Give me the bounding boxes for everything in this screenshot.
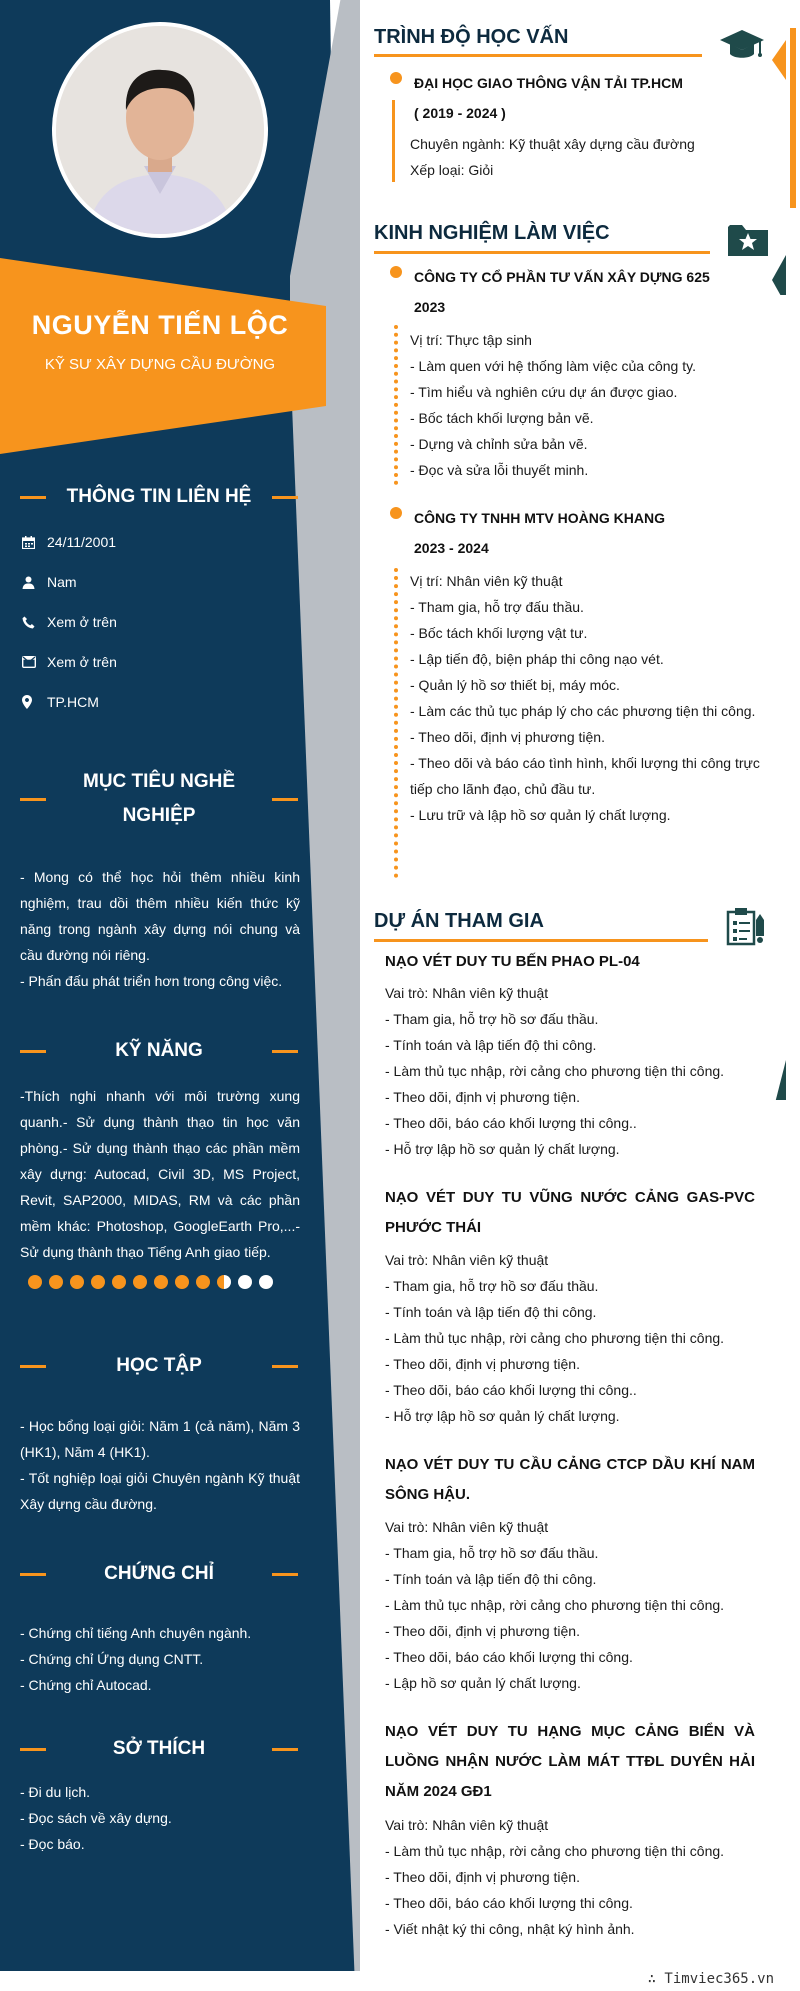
job-company: CÔNG TY TNHH MTV HOÀNG KHANG <box>390 503 665 533</box>
project-title: NẠO VÉT DUY TU CẦU CẢNG CTCP DẦU KHÍ NAM SÔNG HẬU. <box>385 1456 755 1503</box>
skill-dot <box>217 1275 231 1289</box>
edge-marker <box>772 1060 786 1100</box>
experience-heading: KINH NGHIỆM LÀM VIỆC <box>374 222 610 244</box>
calendar-icon <box>22 536 47 549</box>
contact-email: Xem ở trên <box>22 642 302 682</box>
education-heading: TRÌNH ĐỘ HỌC VẤN <box>374 26 569 48</box>
brand-logo-icon: ∴ <box>647 1971 665 1987</box>
certificates-text: - Chứng chỉ tiếng Anh chuyên ngành. - Chứng chỉ Ứng dụng CNTT. - Chứng chỉ Autocad. <box>20 1625 252 1693</box>
projects-underline <box>374 939 708 942</box>
hobbies-text: - Đi du lịch. - Đọc sách về xây dựng. - Đọc báo. <box>20 1784 172 1852</box>
edge-marker <box>772 255 786 295</box>
skill-dot <box>196 1275 210 1289</box>
user-icon <box>22 576 47 589</box>
project-title: NẠO VÉT DUY TU BẾN PHAO PL-04 <box>385 953 640 970</box>
skill-dot <box>175 1275 189 1289</box>
job-details: Vị trí: Nhân viên kỹ thuật - Tham gia, hỗ trợ đấu thầu. - Bốc tách khối lượng vật tư. - Lập tiến độ, biện pháp thi công nạo vét. - Quản lý hồ sơ thiết bị, máy móc. - Làm các thủ tục pháp lý cho các phương tiện thi công. - Theo dõi, định vị phương tiện. - Theo dõi và báo cáo tình hình, khối lượng thi công trực tiếp cho lãnh đạo, chủ đầu tư. - Lưu trữ và lập hồ sơ quản lý chất lượng. <box>410 573 760 823</box>
skills-heading: KỸ NĂNG <box>20 1034 298 1068</box>
skill-dot <box>154 1275 168 1289</box>
avatar <box>52 22 268 238</box>
job-period: 2023 <box>414 299 446 315</box>
education-underline <box>374 54 702 57</box>
job-period: 2023 - 2024 <box>414 540 489 556</box>
folder-star-icon <box>728 222 768 256</box>
project-clipboard-icon <box>726 906 766 946</box>
projects-heading: DỰ ÁN THAM GIA <box>374 910 544 932</box>
study-text: - Học bổng loại giỏi: Năm 1 (cả năm), Năm 3 (HK1), Năm 4 (HK1). - Tốt nghiệp loại giỏi Chuyên ngành Kỹ thuật Xây dựng cầu đường. <box>20 1418 300 1512</box>
phone-icon <box>22 616 47 629</box>
skills-text: -Thích nghi nhanh với môi trường xung quanh.- Sử dụng thành thạo tin học văn phòng.- Sử dụng thành thạo các phần mềm xây dựng: Autocad, Civil 3D, MS Project, Revit, SAP2000, MIDAS, RM và các phần mềm khác: Photoshop, GoogleEarth Pro,...- Sử dụng thành thạo Tiếng Anh giao tiếp. <box>20 1088 300 1260</box>
project-details: Vai trò: Nhân viên kỹ thuật - Tham gia, hỗ trợ hồ sơ đấu thầu. - Tính toán và lập tiến độ thi công. - Làm thủ tục nhập, rời cảng cho phương tiện thi công. - Theo dõi, định vị phương tiện. - Theo dõi, báo cáo khối lượng thi công. - Lập hồ sơ quản lý chất lượng. <box>385 1519 725 1691</box>
contact-birthdate: 24/11/2001 <box>22 522 302 562</box>
education-school: ĐẠI HỌC GIAO THÔNG VẬN TẢI TP.HCM <box>390 68 683 98</box>
project-details: Vai trò: Nhân viên kỹ thuật - Tham gia, hỗ trợ hồ sơ đấu thầu. - Tính toán và lập tiến độ thi công. - Làm thủ tục nhập, rời cảng cho phương tiện thi công. - Theo dõi, định vị phương tiện. - Theo dõi, báo cáo khối lượng thi công.. - Hỗ trợ lập hồ sơ quản lý chất lượng. <box>385 1252 725 1424</box>
graduation-cap-icon <box>720 30 764 60</box>
location-icon <box>22 695 47 709</box>
job-timeline <box>394 325 398 485</box>
project-title: NẠO VÉT DUY TU HẠNG MỤC CẢNG BIỂN VÀ LUỒNG NHẬN NƯỚC LÀM MÁT TTĐL DUYÊN HẢI NĂM 2024 GĐ1 <box>385 1723 755 1800</box>
skill-rating <box>28 1275 273 1289</box>
project-title: NẠO VÉT DUY TU VŨNG NƯỚC CẢNG GAS-PVC PHƯỚC THÁI <box>385 1189 755 1236</box>
footer-brand[interactable]: ∴ Timviec365.vn <box>647 1971 774 1987</box>
skill-dot <box>49 1275 63 1289</box>
project-details: Vai trò: Nhân viên kỹ thuật - Làm thủ tục nhập, rời cảng cho phương tiện thi công. - Theo dõi, định vị phương tiện. - Theo dõi, báo cáo khối lượng thi công. - Viết nhật ký thi công, nhật ký hình ảnh. <box>385 1817 725 1937</box>
skill-dot <box>28 1275 42 1289</box>
skill-dot <box>238 1275 252 1289</box>
email-icon <box>22 656 47 668</box>
contact-location: TP.HCM <box>22 682 302 722</box>
project-details: Vai trò: Nhân viên kỹ thuật - Tham gia, hỗ trợ hồ sơ đấu thầu. - Tính toán và lập tiến độ thi công. - Làm thủ tục nhập, rời cảng cho phương tiện thi công. - Theo dõi, định vị phương tiện. - Theo dõi, báo cáo khối lượng thi công.. - Hỗ trợ lập hồ sơ quản lý chất lượng. <box>385 985 725 1157</box>
skill-dot <box>112 1275 126 1289</box>
objective-text: - Mong có thể học hỏi thêm nhiều kinh nghiệm, trau dồi thêm nhiều kiến thức kỹ năng trong ngành xây dựng nói chung và cầu đường nói riêng. - Phấn đấu phát triển hơn trong công việc. <box>20 869 300 989</box>
job-timeline <box>394 568 398 878</box>
education-timeline <box>392 100 395 182</box>
experience-underline <box>374 251 710 254</box>
study-heading: HỌC TẬP <box>20 1349 298 1383</box>
edge-accent <box>790 28 796 208</box>
skill-dot <box>259 1275 273 1289</box>
skill-dot <box>91 1275 105 1289</box>
contact-heading: THÔNG TIN LIÊN HỆ <box>20 480 298 514</box>
contact-list <box>22 522 302 722</box>
hobbies-heading: SỞ THÍCH <box>20 1732 298 1766</box>
skill-dot <box>133 1275 147 1289</box>
edge-marker <box>772 40 786 80</box>
contact-phone: Xem ở trên <box>22 602 302 642</box>
job-details: Vị trí: Thực tập sinh - Làm quen với hệ thống làm việc của công ty. - Tìm hiểu và nghiên cứu dự án được giao. - Bốc tách khối lượng bản vẽ. - Dựng và chỉnh sửa bản vẽ. - Đọc và sửa lỗi thuyết minh. <box>410 332 696 478</box>
job-company: CÔNG TY CỔ PHẦN TƯ VẤN XÂY DỰNG 625 <box>390 262 710 292</box>
certificates-heading: CHỨNG CHỈ <box>20 1557 298 1591</box>
education-details: Chuyên ngành: Kỹ thuật xây dựng cầu đường Xếp loại: Giỏi <box>410 136 695 178</box>
candidate-title: KỸ SƯ XÂY DỰNG CẦU ĐƯỜNG <box>44 356 276 373</box>
skill-dot <box>70 1275 84 1289</box>
candidate-name: NGUYỄN TIẾN LỘC <box>31 310 289 340</box>
education-period: ( 2019 - 2024 ) <box>414 105 506 121</box>
contact-gender: Nam <box>22 562 302 602</box>
objective-heading: MỤC TIÊU NGHỀ NGHIỆP <box>20 765 298 833</box>
